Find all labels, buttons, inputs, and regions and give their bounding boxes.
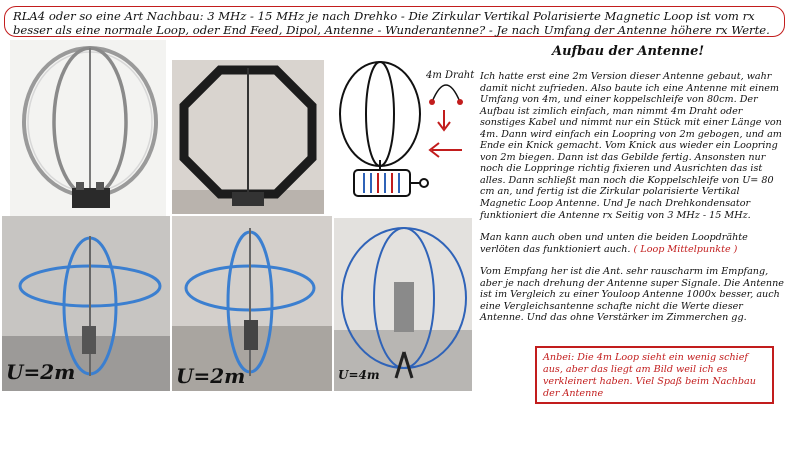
note-text: Anbei: Die 4m Loop sieht ein wenig schief aus, aber das liegt am Bild weil ich es verkleinert haben. Viel Spaß beim Nachbau der Antenne [543,352,756,399]
photo-octagon-loop [172,60,324,214]
header-text: RLA4 oder so eine Art Nachbau: 3 MHz - 15 MHz je nach Drehko - Die Zirkular Vertikal Polarisierte Magnetic Loop ist vom rx besser als eine normale Loop, oder End Feed, Dipol, Antenne - Wunderantenne? - Je nach Umfang der Antenne höhere rx Werte. [13,9,770,37]
photo-label-u2m-middle: U=2m [176,364,246,388]
photo-label-u4m: U=4m [338,368,380,382]
photo-2m-antenna-left [2,216,170,391]
photo-metal-loop [10,40,166,216]
photo-4m-antenna [334,218,472,391]
article-paragraph-1: Ich hatte erst eine 2m Version dieser Antenne gebaut, wahr damit nicht zufrieden. Also baute ich eine Antenne mit einem Umfang von 4m, und einer koppelschleife von 80cm. Der Aufbau ist zimlich einfach, man nimmt 4m Draht oder sonstiges Kabel und nimmt nur ein Stück mit einer Länge von 4m. Dann wird einfach ein Loopring von 2m gebogen, und am Ende ein Knick gemacht. Vom Knick aus wieder ein Loopring von 2m biegen. Dann ist das Gebilde fertig. Ansonsten nur noch die Loppringe richtig fixieren und Ausrichten das ist alles. Dann schließt man noch die Koppelschleife von U= 80 cm an, und fertig ist die Zirkular polarisierte Vertikal Magnetic Loop Antenne. Und Je nach Drehkondensator funktioniert die Antenne rx Seitig von 3 MHz - 15 MHz. [480,71,782,221]
photo-label-u2m-left: U=2m [6,360,76,384]
article-paragraph-2 [480,232,786,255]
wire-label: 4m Draht [426,70,475,81]
antenna-diagram [332,60,482,224]
article-paragraph-3: Vom Empfang her ist die Ant. sehr rauscharm im Empfang, aber je nach drehung der Antenne super Signale. Die Antenne ist im Vergleich zu einer Youloop Antenne 1000x besser, auch eine Vergleichsantenne schafte nicht die Werte dieser Antenne. Und das ohne Verstärker im Zimmerchen gg. [480,266,784,324]
header-banner [4,6,785,37]
article-paragraph-2-highlight: ( Loop Mittelpunkte ) [633,243,738,255]
note-box [535,346,774,404]
photo-2m-antenna-middle [172,216,332,391]
article-body [480,71,786,335]
article-title: Aufbau der Antenne! [552,44,705,59]
article-paragraph-2-text: Man kann auch oben und unten die beiden Loopdrähte verlöten das funktioniert auch. [480,232,748,255]
